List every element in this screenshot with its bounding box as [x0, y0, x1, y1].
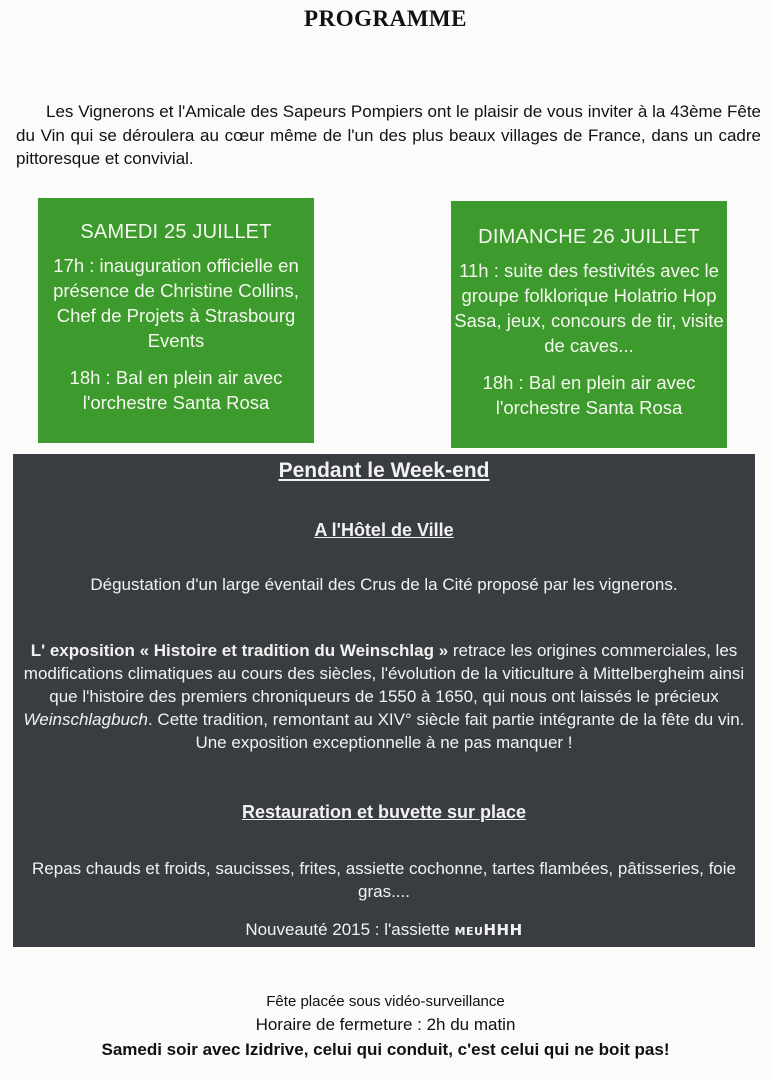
saturday-box: [38, 198, 314, 443]
intro-paragraph: Les Vignerons et l'Amicale des Sapeurs Pompiers ont le plaisir de vous inviter à la 43ème Fête du Vin qui se déroulera au cœur même de l'un des plus beaux villages de France, dans un cadre pittoresque et convivial.: [16, 102, 761, 168]
exposition-text-2: . Cette tradition, remontant au XIV° siècle fait partie intégrante de la fête du vin.: [147, 710, 745, 729]
nouveaute-text: Nouveauté 2015 : l'assiette: [245, 920, 455, 939]
exposition-paragraph: [21, 639, 747, 754]
weinschlagbuch-text: Weinschlagbuch: [23, 710, 148, 729]
nouveaute-line: [21, 918, 747, 943]
restauration-text: Repas chauds et froids, saucisses, frites, assiette cochonne, tartes flambées, pâtisseries, foie gras....: [32, 859, 736, 901]
footer-izidrive: Samedi soir avec Izidrive, celui qui conduit, c'est celui qui ne boit pas!: [101, 1040, 670, 1059]
saturday-item-bal: 18h : Bal en plein air avec l'orchestre Santa Rosa: [69, 367, 283, 413]
hotel-de-ville-heading: A l'Hôtel de Ville: [314, 520, 454, 540]
footer-surveillance: Fête placée sous vidéo-surveillance: [266, 993, 505, 1010]
footer-horaire: Horaire de fermeture : 2h du matin: [255, 1015, 516, 1034]
weekend-heading: Pendant le Week-end: [278, 459, 490, 482]
assiette-meuhhh-logo: MEUHHH: [454, 921, 523, 939]
degustation-text: Dégustation d'un large éventail des Crus de la Cité proposé par les vignerons.: [90, 575, 678, 594]
sunday-item-festivites: 11h : suite des festivités avec le groupe folklorique Holatrio Hop Sasa, jeux, concours de tir, visite de caves...: [454, 260, 724, 356]
sunday-item-bal: 18h : Bal en plein air avec l'orchestre Santa Rosa: [482, 372, 696, 418]
page-title: PROGRAMME: [304, 6, 467, 31]
restauration-heading: Restauration et buvette sur place: [241, 802, 527, 822]
exposition-closing: Une exposition exceptionnelle à ne pas manquer !: [195, 733, 573, 752]
sunday-box: [451, 201, 727, 448]
exposition-text-1: retrace les origines commerciales, les modifications climatiques au cours des siècles, l'évolution de la viticulture à Mittelbergheim ainsi que l'histoire des premiers chroniqueurs de 1550 à 1650, qui nous ont laissés le précieux: [23, 641, 745, 706]
weekend-panel: [13, 454, 755, 947]
sunday-heading: DIMANCHE 26 JUILLET: [478, 226, 700, 248]
saturday-item-inauguration: 17h : inauguration officielle en présence de Christine Collins, Chef de Projets à Strasbourg Events: [53, 255, 299, 351]
saturday-heading: SAMEDI 25 JUILLET: [80, 221, 272, 243]
exposition-title: L' exposition « Histoire et tradition du Weinschlag »: [30, 641, 449, 660]
